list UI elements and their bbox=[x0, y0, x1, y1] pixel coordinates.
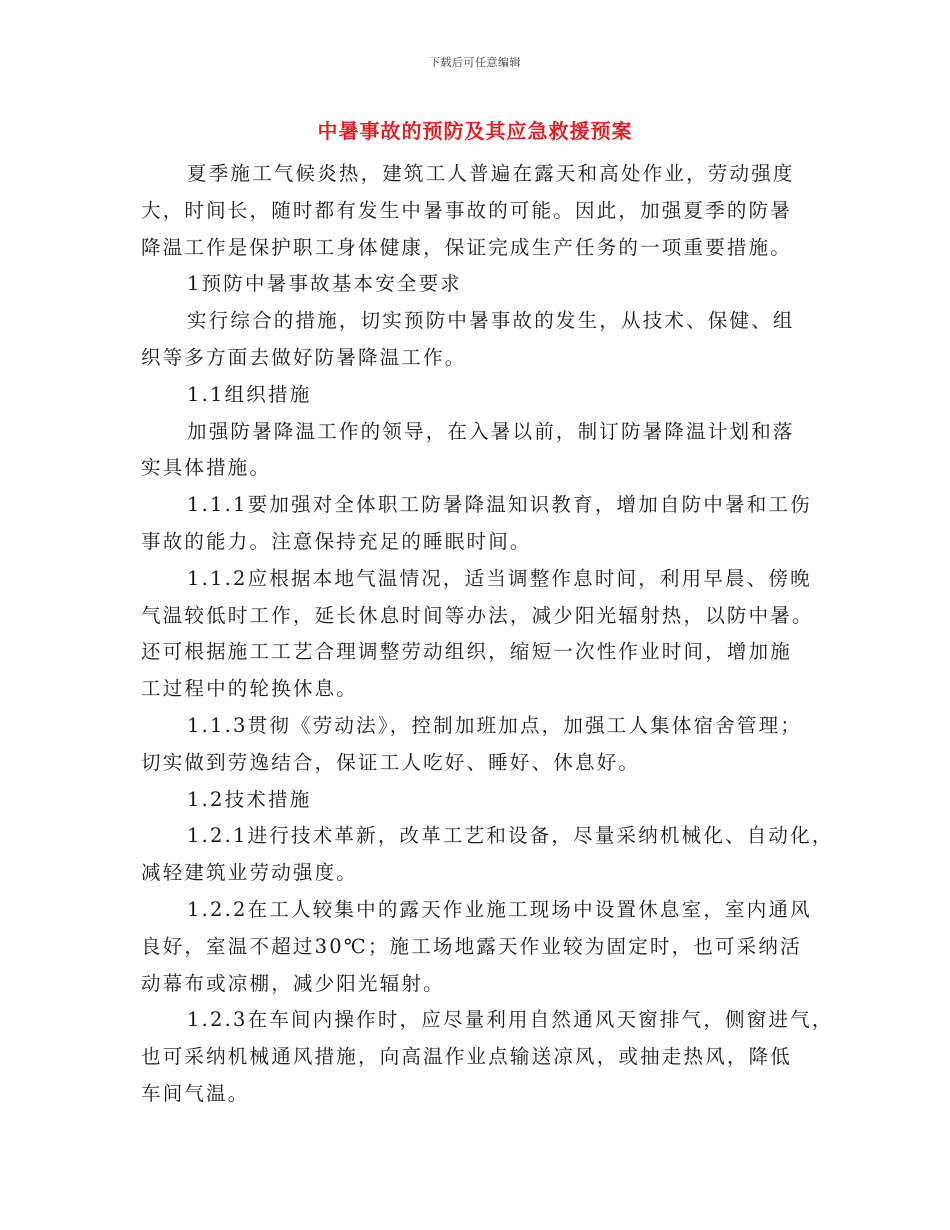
paragraph bbox=[141, 303, 821, 377]
paragraph-line: 气温较低时工作，延长休息时间等办法，减少阳光辐射热，以防中暑。 bbox=[141, 603, 814, 627]
paragraph-line: 织等多方面去做好防暑降温工作。 bbox=[141, 345, 467, 369]
paragraph bbox=[141, 156, 821, 266]
paragraph-line: 事故的能力。注意保持充足的睡眠时间。 bbox=[141, 529, 532, 553]
paragraph bbox=[141, 487, 821, 561]
paragraph-line: 1.1.3贯彻《劳动法》，控制加班加点，加强工人集体宿舍管理； bbox=[187, 713, 803, 737]
paragraph-line: 车间气温。 bbox=[141, 1081, 250, 1105]
paragraph-line: 夏季施工气候炎热，建筑工人普遍在露天和高处作业，劳动强度 bbox=[187, 162, 795, 185]
paragraph-line: 1.1组织措施 bbox=[187, 382, 312, 406]
paragraph-line: 减轻建筑业劳动强度。 bbox=[141, 861, 359, 885]
paragraph-line: 1.2.3在车间内操作时，应尽量利用自然通风天窗排气，侧窗进气， bbox=[187, 1008, 834, 1032]
paragraph-line: 1.2.1进行技术革新，改革工艺和设备，尽量采纳机械化、自动化， bbox=[187, 824, 834, 848]
paragraph-line: 1.1.1要加强对全体职工防暑降温知识教育，增加自防中暑和工伤 bbox=[187, 493, 812, 517]
paragraph-line: 还可根据施工工艺合理调整劳动组织，缩短一次性作业时间，增加施 bbox=[141, 640, 793, 664]
paragraph-line: 切实做到劳逸结合，保证工人吃好、睡好、休息好。 bbox=[141, 750, 641, 774]
paragraph-line: 降温工作是保护职工身体健康，保证完成生产任务的一项重要措施。 bbox=[141, 235, 793, 259]
paragraph-line: 实具体措施。 bbox=[141, 456, 272, 480]
paragraph-line: 1.1.2应根据本地气温情况，适当调整作息时间，利用早晨、傍晚 bbox=[187, 566, 812, 590]
paragraph bbox=[141, 708, 821, 782]
section-heading bbox=[141, 266, 821, 303]
section-heading bbox=[141, 782, 821, 819]
paragraph bbox=[141, 892, 821, 1002]
paragraph-line: 大，时间长，随时都有发生中暑事故的可能。因此，加强夏季的防暑 bbox=[141, 198, 793, 222]
document-title: 中暑事故的预防及其应急救援预案 bbox=[317, 119, 633, 143]
paragraph bbox=[141, 414, 821, 488]
paragraph-line: 1预防中暑事故基本安全要求 bbox=[187, 272, 463, 296]
paragraph-line: 工过程中的轮换休息。 bbox=[141, 677, 359, 701]
paragraph-line: 动幕布或凉棚，减少阳光辐射。 bbox=[141, 971, 445, 995]
paragraph bbox=[141, 561, 821, 708]
paragraph bbox=[141, 818, 834, 892]
paragraph-line: 良好，室温不超过30℃；施工场地露天作业较为固定时，也可采纳活 bbox=[141, 934, 802, 958]
paragraph-line: 实行综合的措施，切实预防中暑事故的发生，从技术、保健、组 bbox=[187, 309, 795, 333]
paragraph-line: 也可采纳机械通风措施，向高温作业点输送凉风，或抽走热风，降低 bbox=[141, 1045, 793, 1069]
paragraph-line: 1.2.2在工人较集中的露天作业施工现场中设置休息室，室内通风 bbox=[187, 897, 812, 921]
paragraph-line: 1.2技术措施 bbox=[187, 787, 312, 811]
document-body bbox=[141, 156, 834, 1113]
paragraph-line: 加强防暑降温工作的领导，在入暑以前，制订防暑降温计划和落 bbox=[187, 419, 795, 443]
section-heading bbox=[141, 377, 821, 414]
paragraph bbox=[141, 1002, 834, 1112]
header-note: 下载后可任意编辑 bbox=[429, 56, 521, 69]
